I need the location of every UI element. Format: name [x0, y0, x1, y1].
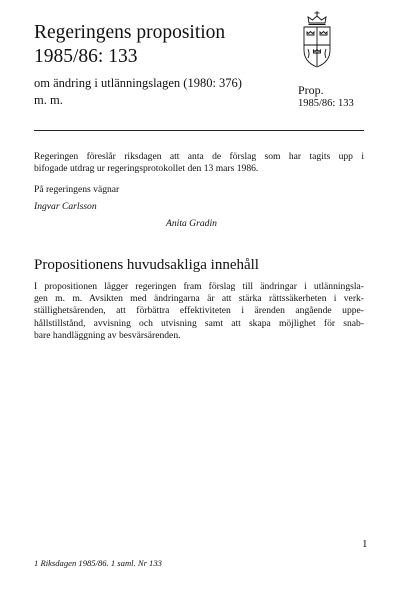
intro-paragraph	[34, 151, 364, 175]
prop-label: Prop.	[298, 83, 324, 97]
summary-line: I propositionen lägger regeringen fram förslag till ändringar i utlänningsla-	[34, 281, 364, 292]
prop-number: 1985/86: 133	[298, 98, 354, 109]
footer-source: 1 Riksdagen 1985/86. 1 saml. Nr 133	[34, 558, 162, 568]
title-line-1: Regeringens proposition	[34, 22, 226, 43]
page-number: 1	[362, 538, 368, 550]
subtitle-line-1: om ändring i utlänningslagen (1980: 376)	[34, 76, 242, 90]
signature-prime-minister: Ingvar Carlsson	[34, 201, 97, 212]
intro-line: Regeringen föreslår riksdagen att anta de förslag som har tagits upp i	[34, 151, 364, 162]
summary-line: hållstillstånd, avvisning och utvisning samt att skapa möjlighet för snab-	[34, 317, 364, 329]
signature-minister: Anita Gradin	[166, 218, 217, 229]
title-line-2: 1985/86: 133	[34, 46, 138, 67]
summary-line: gen m. m. Avsikten med ändringarna är att stärka rättssäkerheten i verk-	[34, 293, 364, 305]
header-divider	[34, 130, 364, 131]
intro-line: bifogade utdrag ur regeringsprotokollet den 13 mars 1986.	[34, 163, 259, 174]
summary-paragraph	[34, 281, 364, 342]
summary-line: bare handläggning av besvärsärenden.	[34, 329, 181, 341]
section-heading: Propositionens huvudsakliga innehåll	[34, 257, 259, 273]
swedish-coat-of-arms-icon	[296, 10, 338, 72]
subtitle-line-2: m. m.	[34, 93, 63, 107]
summary-line: ställighetsärenden, att förbättra effektiviteten i ärenden angående uppe-	[34, 305, 364, 317]
on-behalf-text: På regeringens vägnar	[34, 184, 120, 195]
